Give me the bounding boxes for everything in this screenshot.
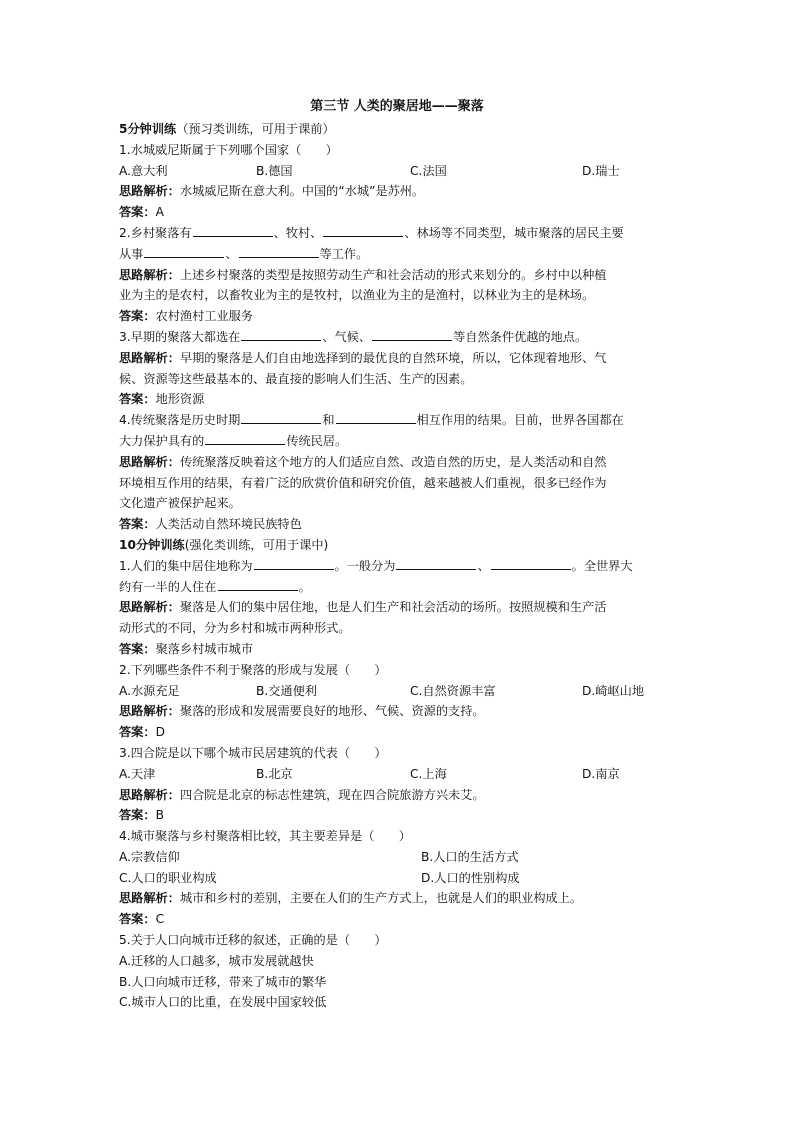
r5-option-b: B.人口向城市迁移，带来了城市的繁华 [119, 974, 327, 989]
answer-text: 农村渔村工业服务 [155, 309, 254, 324]
q2-text: 从事 [119, 246, 144, 261]
r3-option-c: C.上海 [410, 766, 447, 781]
q4-analysis-line1 [119, 452, 679, 473]
q1-option-d: D.瑞士 [582, 163, 620, 178]
r3-stem: 3.四合院是以下哪个城市民居建筑的代表（ ） [119, 745, 387, 760]
answer-label: 答案： [119, 912, 156, 927]
r3-option-b: B.北京 [256, 766, 293, 781]
analysis-label: 思路解析： [119, 454, 180, 469]
r4-stem: 4.城市聚落与乡村聚落相比较，其主要差异是（ ） [119, 829, 411, 844]
r4-analysis [119, 888, 679, 909]
q2-analysis-line2: 业为主的是农村，以畜牧业为主的是牧村，以渔业为主的是渔村，以林业为主的是林场。 [119, 288, 595, 303]
analysis-label: 思路解析： [119, 184, 180, 199]
section-head: 5分钟训练 [119, 122, 177, 136]
r1-text: 、 [477, 558, 490, 573]
q1-answer [119, 202, 679, 223]
answer-label: 答案： [119, 725, 156, 740]
answer-blank [239, 244, 319, 258]
q4-stem-line1 [119, 410, 679, 431]
analysis-text: 聚落的形成和发展需要良好的地形、气候、资源的支持。 [179, 704, 485, 719]
r1-analysis-line1 [119, 597, 679, 618]
answer-label: 答案： [119, 808, 156, 823]
q2-text: 、林场等不同类型，城市聚落的居民主要 [404, 225, 624, 240]
r1-text: 1.人们的集中居住地称为 [119, 558, 253, 573]
r1-analysis-line2: 动形式的不同，分为乡村和城市两种形式。 [119, 621, 351, 636]
r2-options [119, 681, 679, 702]
answer-text: 地形资源 [155, 392, 205, 407]
answer-blank [372, 327, 452, 341]
answer-blank [218, 577, 298, 591]
answer-blank [396, 556, 476, 570]
q4-text: 大力保护具有的 [119, 433, 205, 448]
section-heading-5min [119, 119, 679, 140]
q4-answer [119, 514, 679, 535]
r3-answer [119, 805, 679, 826]
q4-analysis-line3: 文化遗产被保护起来。 [119, 496, 241, 511]
section-heading-10min [119, 535, 679, 556]
section-note: （预习类训练，可用于课前） [176, 122, 335, 136]
r5-option-c: C.城市人口的比重，在发展中国家较低 [119, 995, 327, 1010]
q3-analysis-line1 [119, 348, 679, 369]
q3-stem [119, 327, 679, 348]
analysis-label: 思路解析： [119, 787, 180, 802]
q2-analysis-line1 [119, 265, 679, 286]
answer-blank [205, 431, 285, 445]
q2-text: 2.乡村聚落有 [119, 225, 192, 240]
r2-answer [119, 722, 679, 743]
answer-label: 答案： [119, 517, 156, 532]
r2-option-d: D.崎岖山地 [582, 683, 645, 698]
q3-text: 3.早期的聚落大都选在 [119, 329, 241, 344]
answer-blank [144, 244, 224, 258]
answer-label: 答案： [119, 641, 156, 656]
document-body [119, 119, 679, 1013]
r1-answer [119, 639, 679, 660]
q4-text: 相互作用的结果。目前，世界各国都在 [416, 413, 624, 428]
r2-analysis [119, 701, 679, 722]
r3-option-d: D.南京 [582, 766, 620, 781]
r4-option-b: B.人口的生活方式 [421, 849, 519, 864]
q3-text: 、气候、 [322, 329, 372, 344]
answer-blank [336, 410, 416, 424]
answer-blank [254, 556, 334, 570]
q3-answer [119, 389, 679, 410]
r1-text: 约有一半的人住在 [119, 579, 217, 594]
q4-stem-line2 [119, 431, 679, 452]
q4-text: 传统民居。 [286, 433, 348, 448]
section-head: 10分钟训练 [119, 537, 185, 552]
analysis-label: 思路解析： [119, 600, 180, 615]
q1-options [119, 161, 679, 182]
r3-analysis [119, 785, 679, 806]
r4-option-c: C.人口的职业构成 [119, 870, 217, 885]
section-note: (强化类训练，可用于课中) [184, 537, 329, 552]
q4-analysis-line2: 环境相互作用的结果，有着广泛的欣赏价值和研究价值，越来越被人们重视，很多已经作为 [119, 475, 607, 490]
q2-stem-line1 [119, 223, 679, 244]
answer-text: B [155, 808, 164, 823]
r3-options [119, 764, 679, 785]
r2-option-c: C.自然资源丰富 [410, 683, 496, 698]
answer-text: 人类活动自然环境民族特色 [155, 517, 302, 532]
answer-text: 聚落乡村城市城市 [155, 641, 254, 656]
r4-option-a: A.宗教信仰 [119, 849, 180, 864]
answer-text: A [155, 205, 164, 220]
q1-option-c: C.法国 [410, 163, 447, 178]
r4-options-row2 [119, 868, 679, 889]
r3-option-a: A.天津 [119, 766, 156, 781]
q2-text: 、牧村、 [273, 225, 323, 240]
answer-label: 答案： [119, 309, 156, 324]
answer-blank [193, 223, 273, 237]
q2-answer [119, 306, 679, 327]
r1-text: 。 [298, 579, 311, 594]
analysis-text: 水城威尼斯在意大利。中国的“水城”是苏州。 [179, 184, 425, 199]
analysis-label: 思路解析： [119, 891, 180, 906]
analysis-text: 聚落是人们的集中居住地，也是人们生产和社会活动的场所。按照规模和生产活 [179, 600, 607, 615]
analysis-label: 思路解析： [119, 267, 180, 282]
r2-stem: 2.下列哪些条件不利于聚落的形成与发展（ ） [119, 662, 387, 677]
answer-blank [491, 556, 571, 570]
r1-stem-line1 [119, 556, 679, 577]
q1-analysis [119, 181, 679, 202]
r5-option-a: A.迁移的人口越多，城市发展就越快 [119, 953, 314, 968]
analysis-label: 思路解析： [119, 704, 180, 719]
q2-stem-line2 [119, 244, 679, 265]
q3-analysis-line2: 候、资源等这些最基本的、最直接的影响人们生活、生产的因素。 [119, 371, 473, 386]
q3-text: 等自然条件优越的地点。 [453, 329, 588, 344]
q4-text: 和 [322, 413, 335, 428]
q1-stem: 1.水城威尼斯属于下列哪个国家（ ） [119, 142, 338, 157]
r4-answer [119, 909, 679, 930]
q2-text: 等工作。 [319, 246, 369, 261]
r5-stem: 5.关于人口向城市迁移的叙述，正确的是（ ） [119, 933, 387, 948]
page-title: 第三节 人类的聚居地——聚落 [310, 99, 484, 114]
r1-stem-line2 [119, 577, 679, 598]
r1-text: 。一般分为 [334, 558, 396, 573]
answer-text: C [155, 912, 165, 927]
analysis-text: 城市和乡村的差别，主要在人们的生产方式上，也就是人们的职业构成上。 [179, 891, 583, 906]
r2-option-a: A.水源充足 [119, 683, 180, 698]
r4-option-d: D.人口的性别构成 [421, 870, 520, 885]
answer-blank [241, 327, 321, 341]
analysis-text: 四合院是北京的标志性建筑，现在四合院旅游方兴未艾。 [179, 787, 485, 802]
analysis-label: 思路解析： [119, 350, 180, 365]
analysis-text: 上述乡村聚落的类型是按照劳动生产和社会活动的形式来划分的。乡村中以种植 [179, 267, 607, 282]
answer-text: D [155, 725, 165, 740]
r2-option-b: B.交通便利 [256, 683, 317, 698]
q2-text: 、 [225, 246, 238, 261]
answer-label: 答案： [119, 205, 156, 220]
r1-text: 。全世界大 [571, 558, 633, 573]
q4-text: 4.传统聚落是历史时期 [119, 413, 241, 428]
analysis-text: 传统聚落反映着这个地方的人们适应自然、改造自然的历史，是人类活动和自然 [179, 454, 607, 469]
analysis-text: 早期的聚落是人们自由地选择到的最优良的自然环境，所以，它体现着地形、气 [179, 350, 607, 365]
answer-blank [241, 410, 321, 424]
r4-options-row1 [119, 847, 679, 868]
q1-option-b: B.德国 [256, 163, 293, 178]
q1-option-a: A.意大利 [119, 163, 168, 178]
answer-label: 答案： [119, 392, 156, 407]
answer-blank [323, 223, 403, 237]
